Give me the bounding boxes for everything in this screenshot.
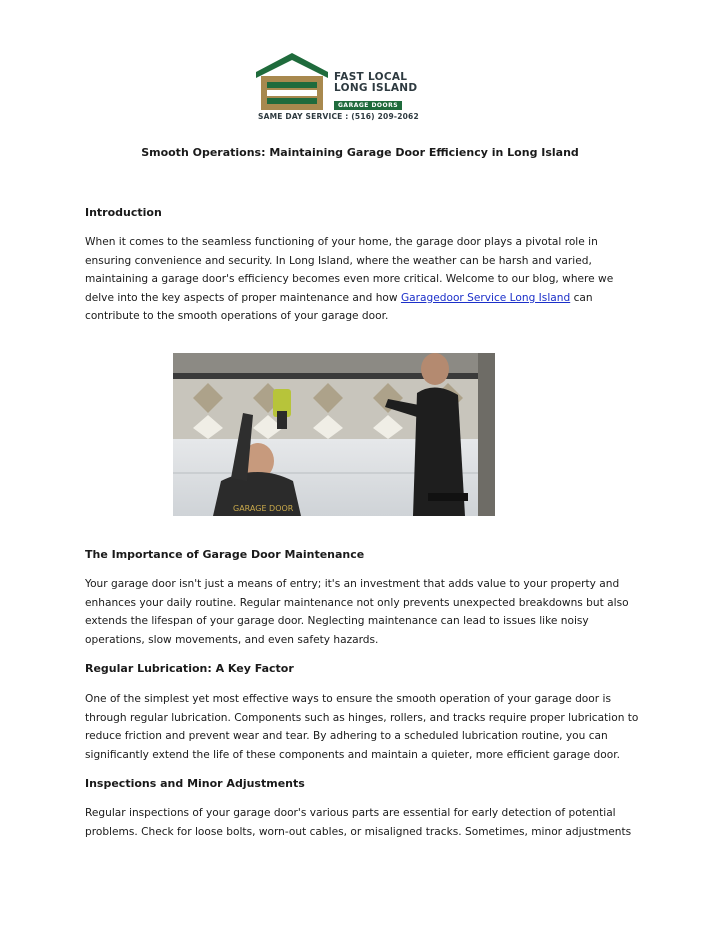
garage-house-icon — [255, 52, 329, 110]
svg-text:GARAGE DOOR: GARAGE DOOR — [233, 504, 294, 513]
section-heading-maintenance: The Importance of Garage Door Maintenance — [85, 548, 365, 561]
intro-text-before-link: When it comes to the seamless functioning of your home, the garage door plays a pivotal role in ensuring convenience and security. In Long Island, where the weather can be harsh and varied, maintaining a garage door's efficiency becomes even more critical. Welcome to our blog, where we delve into the key aspects of proper maintenance and how — [85, 236, 614, 304]
section-text-maintenance: Your garage door isn't just a means of entry; it's an investment that adds value to your property and enhances your daily routine. Regular maintenance not only prevents unexpected breakdowns but also extends the lifespan of your garage door. Neglecting maintenance can lead to issues like noisy operations, slow movements, and even safety hazards. — [85, 578, 629, 646]
intro-heading: Introduction — [85, 206, 162, 219]
section-heading-inspections: Inspections and Minor Adjustments — [85, 777, 305, 790]
company-logo — [255, 52, 420, 124]
section-heading-lubrication: Regular Lubrication: A Key Factor — [85, 662, 294, 675]
intro-text-after-link: can contribute to the smooth operations of your garage door. — [85, 291, 593, 322]
intro-paragraph — [85, 233, 640, 326]
technicians-photo — [173, 353, 495, 516]
section-text-inspections: Regular inspections of your garage door's various parts are essential for early detection of potential problems. Check for loose bolts, worn-out cables, or misaligned tracks. Sometimes, minor adjustments — [85, 807, 632, 838]
logo-line-2: LONG ISLAND — [334, 82, 418, 94]
service-link[interactable]: Garagedoor Service Long Island — [400, 291, 571, 304]
logo-line-1: FAST LOCAL — [334, 71, 408, 83]
section-paragraph-maintenance — [85, 575, 640, 649]
section-paragraph-inspections — [85, 804, 640, 841]
logo-tagline: SAME DAY SERVICE : (516) 209-2062 — [258, 112, 419, 121]
section-paragraph-lubrication — [85, 690, 640, 764]
section-text-lubrication: One of the simplest yet most effective ways to ensure the smooth operation of your garage door is through regular lubrication. Components such as hinges, rollers, and tracks require proper lubrication to reduce friction and prevent wear and tear. By adhering to a scheduled lubrication routine, you can significantly extend the life of these components and maintain a quieter, more efficient garage door. — [85, 693, 639, 761]
logo-badge: GARAGE DOORS — [334, 101, 402, 110]
logo-wordmark — [334, 72, 417, 112]
document-title: Smooth Operations: Maintaining Garage Door Efficiency in Long Island — [141, 146, 579, 159]
